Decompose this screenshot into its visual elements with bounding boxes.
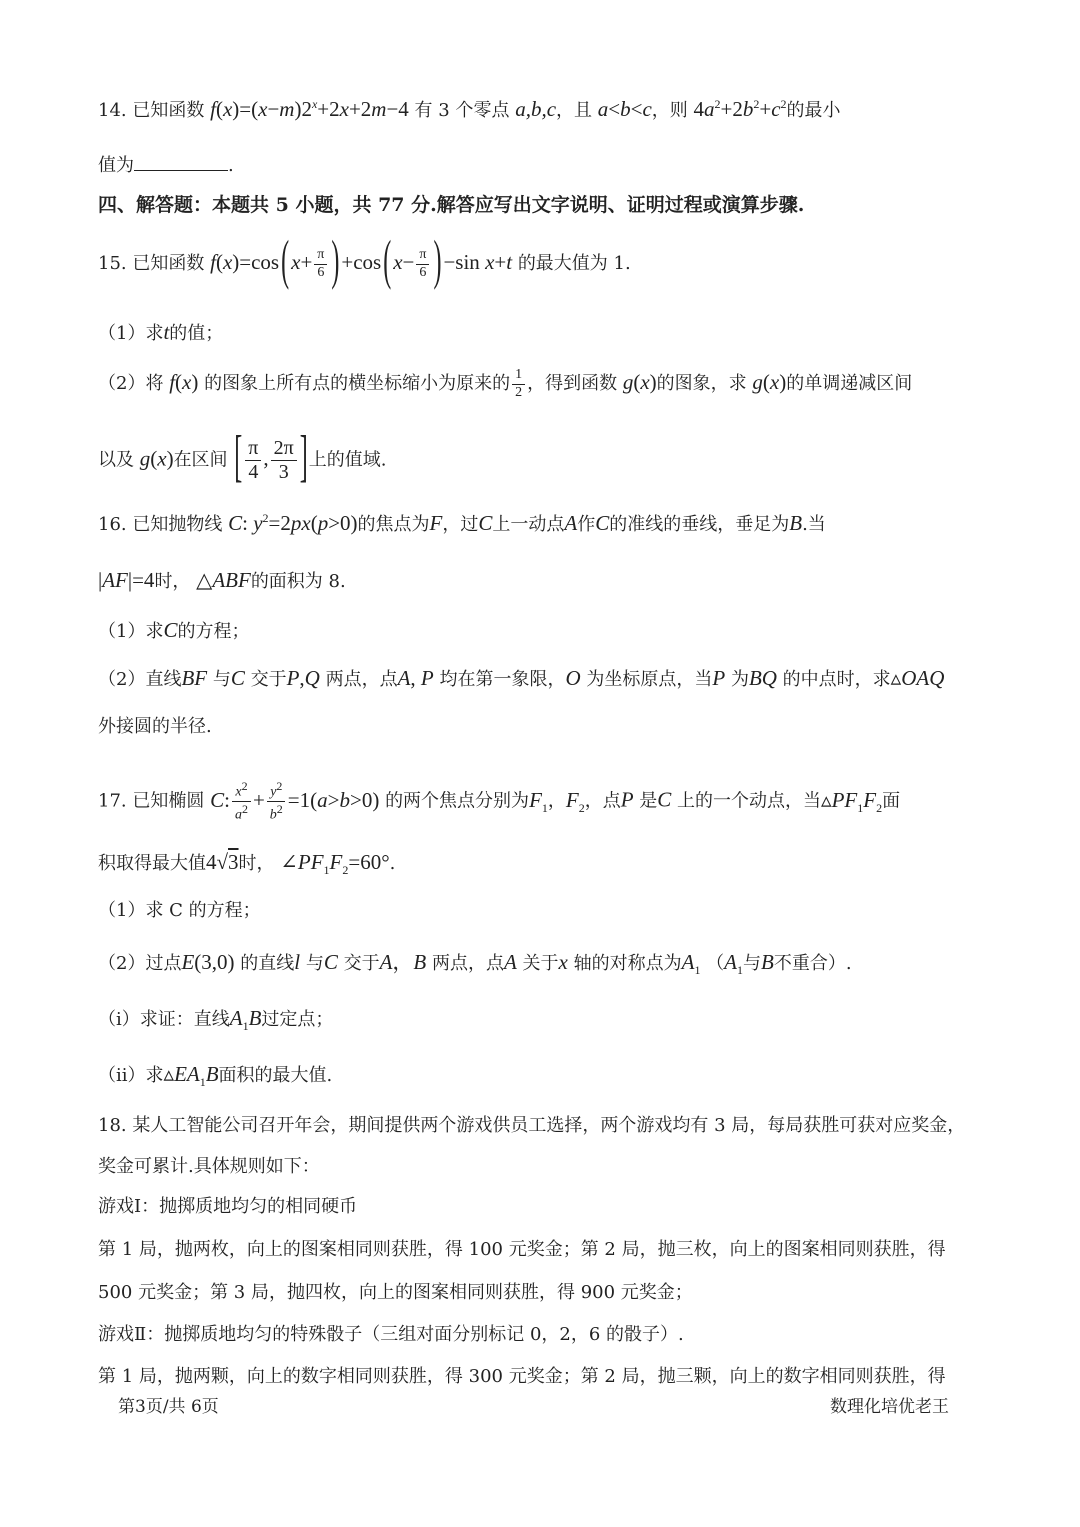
q14-target: $4a^2+2b^2+c^2$	[693, 97, 787, 121]
section-heading: 四、解答题：本题共 5 小题，共 77 分.解答应写出文字说明、证明过程或演算步骤.	[98, 194, 805, 216]
q17-part2: （2）过点E(3,0) 的直线l 与C 交于A，B 两点，点A 关于x 轴的对称点为$A_1$ （$A_1$与B不重合）.	[98, 950, 852, 978]
q16-part2: （2）直线BF 与C 交于P,Q 两点，点A, P 均在第一象限，O 为坐标原点，当P 为BQ 的中点时，求▵OAQ	[98, 666, 945, 690]
q17-part1: （1）求 C 的方程；	[98, 900, 261, 921]
q17-part2-ii: （ii）求$▵EA_1B$面积的最大值.	[98, 1062, 333, 1090]
q14-formula: $f(x)=(x-m)2^x+2x+2m-4$	[210, 97, 409, 121]
q17-ellipse: C: $\frac{x^2}{a^2}$ + $\frac{y^2}{b^2}$ =1(a>b>0)	[210, 779, 380, 823]
half-fraction: $\frac{1}{2}$	[512, 368, 525, 400]
answer-blank	[134, 152, 228, 171]
q18-game1-title: 游戏Ⅰ：抛掷质地均匀的相同硬币	[98, 1196, 358, 1217]
q17-line2: 积取得最大值4√3时， $\angle PF_1F_2=60^\circ$.	[98, 850, 396, 878]
q15-stem: 15. 已知函数 f(x)=cos(x+ $\frac{\pi}{6}$ )+cos(x− $\frac{\pi}{6}$ )−sin x+t 的最大值为 1.	[98, 232, 631, 292]
q16-part2-cont: 外接圆的半径.	[98, 716, 212, 737]
q16-part1: （1）求C的方程；	[98, 618, 250, 642]
q18-game2-rule1: 第 1 局，抛两颗，向上的数字相同则获胜，得 300 元奖金；第 2 局，抛三颗，向上的数字相同则获胜，得	[98, 1366, 946, 1387]
q16-stem: 16. 已知抛物线 C: $y^2=2px(p>0)$的焦点为F，过C上一动点A作C的准线的垂线，垂足为B.当	[98, 511, 826, 535]
q15-part1: （1）求t的值；	[98, 320, 224, 344]
q18-game1-rule1: 第 1 局，抛两枚，向上的图案相同则获胜，得 100 元奖金；第 2 局，抛三枚，向上的图案相同则获胜，得	[98, 1239, 946, 1260]
q14-order: a<b<c	[597, 97, 652, 121]
page-number: 第3页/共 6页	[118, 1397, 219, 1417]
q17-part2-i: （i）求证：直线$A_1B$过定点；	[98, 1006, 334, 1034]
q18-line2: 奖金可累计.具体规则如下：	[98, 1156, 320, 1177]
q15-part2: （2）将 f(x) 的图象上所有点的横坐标缩小为原来的 $\frac{1}{2}$ ，得到函数 g(x)的图象，求 g(x)的单调递减区间	[98, 367, 913, 400]
q14-line1: 14. 已知函数 $f(x)=(x-m)2^x+2x+2m-4$ 有 3 个零点 a,b,c，且 a<b<c，则 $4a^2+2b^2+c^2$的最小	[98, 97, 841, 121]
q15-interval: [ $\frac{\pi}{4}$ , $\frac{2\pi}{3}$ ]	[234, 427, 308, 490]
q15-formula: f(x)=cos(x+ $\frac{\pi}{6}$ )+cos(x− $\frac{\pi}{6}$ )−sin x+t	[210, 232, 513, 292]
q18-game1-rule2: 500 元奖金；第 3 局，抛四枚，向上的图案相同则获胜，得 900 元奖金；	[98, 1282, 693, 1303]
q18-line1: 18. 某人工智能公司召开年会，期间提供两个游戏供员工选择，两个游戏均有 3 局，每局获胜可获对应奖金，	[98, 1115, 966, 1136]
q18-game2-title: 游戏Ⅱ：抛掷质地均匀的特殊骰子（三组对面分别标记 0，2，6 的骰子）.	[98, 1324, 684, 1345]
q14-line2: 值为 .	[98, 152, 234, 175]
q16-line2: |AF|=4时， △ABF的面积为 8.	[98, 568, 346, 592]
q15-part2-cont: 以及 g(x)在区间 [ $\frac{\pi}{4}$ , $\frac{2\pi}{3}$ ]上的值域.	[98, 427, 387, 490]
q17-stem: 17. 已知椭圆 C: $\frac{x^2}{a^2}$ + $\frac{y^2}{b^2}$ =1(a>b>0) 的两个焦点分别为$F_1$，$F_2$，点P 是C 上的一个动点，当$▵PF_1F_2$面	[98, 779, 901, 823]
author-label: 数理化培优老王	[830, 1397, 949, 1417]
q16-parabola: C: $y^2=2px(p>0)$	[228, 511, 358, 535]
